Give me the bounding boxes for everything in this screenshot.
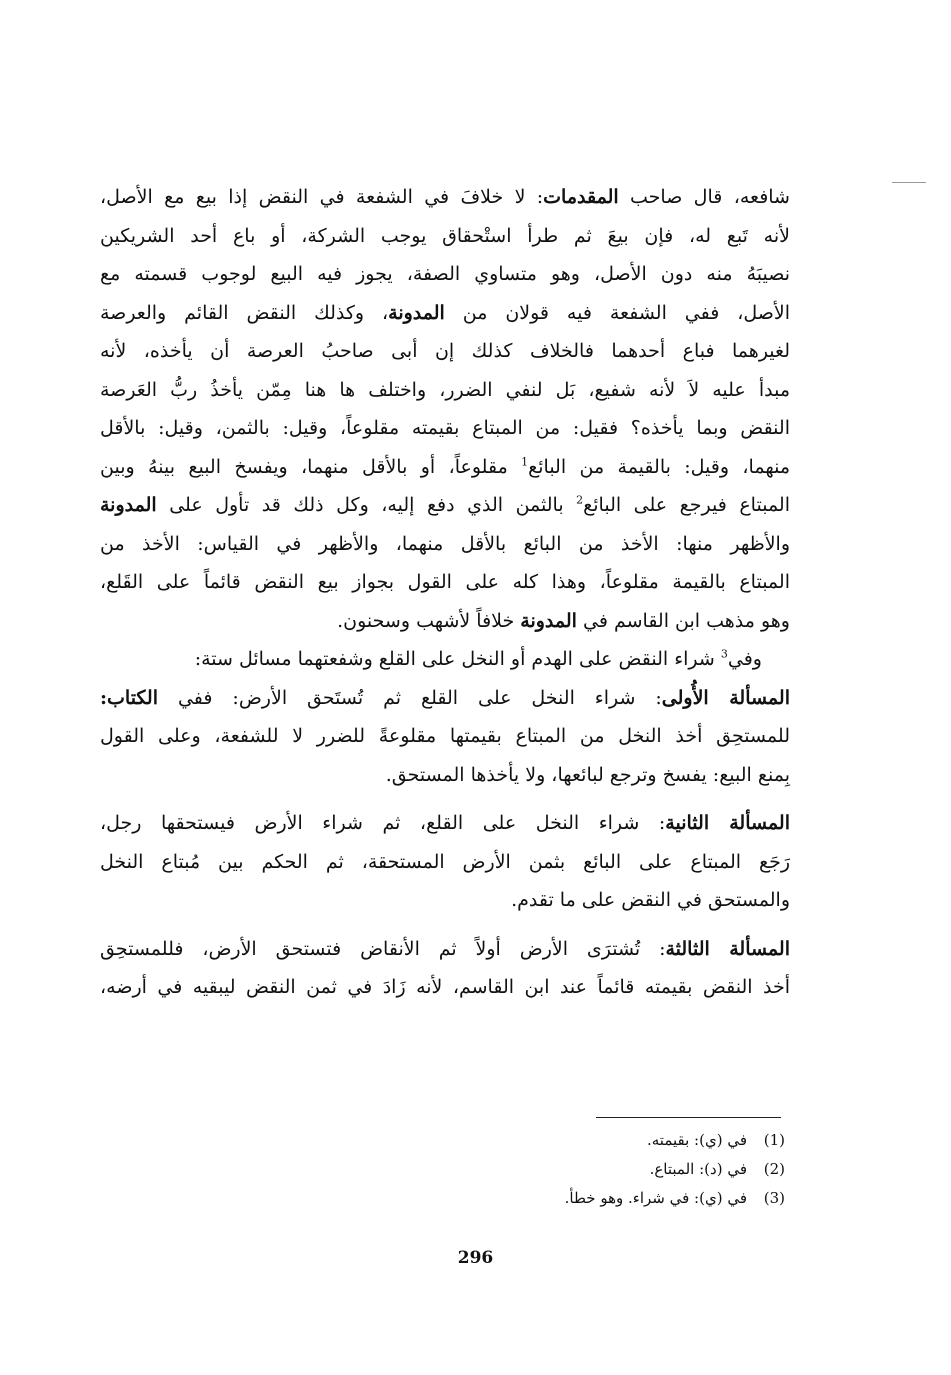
text-line: للمستحِق أخذ النخل من المبتاع بقيمتها مقلوعةً للضرر لا للشفعة، وعلى القول	[100, 725, 790, 747]
text-line: وفي$^3$ شراء النقض على الهدم أو النخل على القلع وشفعتهما مسائل ستة:	[194, 647, 762, 670]
main-text	[100, 178, 790, 1007]
footnote-text: في (د): المبتاع.	[649, 1160, 747, 1178]
book-title: المدونة	[388, 301, 445, 324]
footnote-ref: 2	[576, 493, 584, 507]
footnote-ref: 3	[720, 647, 728, 661]
footnote	[400, 1126, 785, 1155]
section-heading: المسألة الثالثة	[665, 937, 790, 960]
footnote-separator	[596, 1117, 781, 1118]
text-line: منهما، وقيل: بالقيمة من البائع$^1$ مقلوعاً، أو بالأقل منهما، ويفسخ البيع بينهُ وبين	[100, 455, 791, 478]
text-line: المسألة الأُولى: شراء النخل على القلع ثم تُستَحق الأرض: ففي الكتاب:	[100, 686, 790, 709]
text-line: وهو مذهب ابن القاسم في المدونة خلافاً لأشهب وسحنون.	[337, 609, 790, 632]
book-title: المدونة	[520, 609, 577, 632]
text-line: لأنه تَبع له، فإن بيعَ ثم طرأ استْحقاق يوجب الشركة، أو باع أحد الشريكين	[100, 224, 790, 247]
text-line: النقض وبما يأخذه؟ فقيل: من المبتاع بقيمته مقلوعاً، وقيل: بالثمن، وقيل: بالأقل	[100, 417, 790, 439]
footnote-ref: 1	[521, 455, 529, 469]
footnotes	[400, 1126, 785, 1213]
footnote-number: (1)	[763, 1131, 785, 1149]
footnote-number: (3)	[763, 1189, 785, 1207]
footnote-text: في (ي): في شراء. وهو خطأ.	[564, 1189, 747, 1207]
margin-mark	[892, 182, 926, 183]
text-line: مبدأ عليه لاَ لأنه شفيع، بَل لنفي الضرر، واختلف ها هنا مِمّن يأخذُ ربُّ العَرصة	[100, 378, 790, 401]
footnote	[400, 1184, 785, 1213]
text-line: المبتاع فيرجع على البائع$^2$ بالثمن الذي دفع إليه، وكل ذلك قد تأول على المدونة	[100, 493, 790, 516]
section-heading: المسألة الثانية	[665, 812, 790, 834]
book-title: الكتاب	[107, 686, 158, 709]
text-line: المسألة الثالثة: تُشترَى الأرض أولاً ثم الأنقاض فتستحق الأرض، فللمستحِق	[100, 937, 790, 960]
section-heading: المسألة الأُولى	[661, 686, 790, 709]
text-line: المسألة الثانية: شراء النخل على القلع، ثم شراء الأرض فيستحقها رجل،	[100, 812, 790, 834]
footnote-number: (2)	[763, 1160, 785, 1178]
page-number: 296	[457, 1248, 494, 1268]
text-line: والمستحق في النقض على ما تقدم.	[511, 889, 790, 911]
text-line: الأصل، ففي الشفعة فيه قولان من المدونة، وكذلك النقض القائم والعرصة	[100, 301, 790, 324]
footnote	[400, 1155, 785, 1184]
text-line: والأظهر منها: الأخذ من البائع بالأقل منهما، والأظهر في القياس: الأخذ من	[100, 532, 790, 555]
footnote-text: في (ي): بقيمته.	[646, 1131, 747, 1149]
text-line: نصيبَهُ منه دون الأصل، وهو متساوي الصفة، يجوز فيه البيع لوجوب قسمته مع	[100, 263, 790, 285]
text-line: لغيرهما فباع أحدهما فالخلاف كذلك إن أبى صاحبُ العرصة أن يأخذه، لأنه	[100, 340, 790, 362]
text-line: بِمنع البيع: يفسخ وترجع لبائعها، ولا يأخذها المستحق.	[385, 763, 790, 786]
book-title: المقدمات	[543, 186, 619, 208]
text-line: رَجَع المبتاع على البائع بثمن الأرض المستحقة، ثم الحكم بين مُبتاع النخل	[100, 850, 790, 873]
text-line: المبتاع بالقيمة مقلوعاً، وهذا كله على القول بجواز بيع النقض قائماً على القَلع،	[100, 571, 790, 593]
text-line: شافعه، قال صاحب المقدمات: لا خلافَ في الشفعة في النقض إذا بيع مع الأصل،	[100, 186, 790, 208]
text-line: أخذ النقض بقيمته قائماً عند ابن القاسم، لأنه زَادَ في ثمن النقض ليبقيه في أرضه،	[100, 976, 790, 998]
book-title: المدونة	[100, 494, 157, 516]
